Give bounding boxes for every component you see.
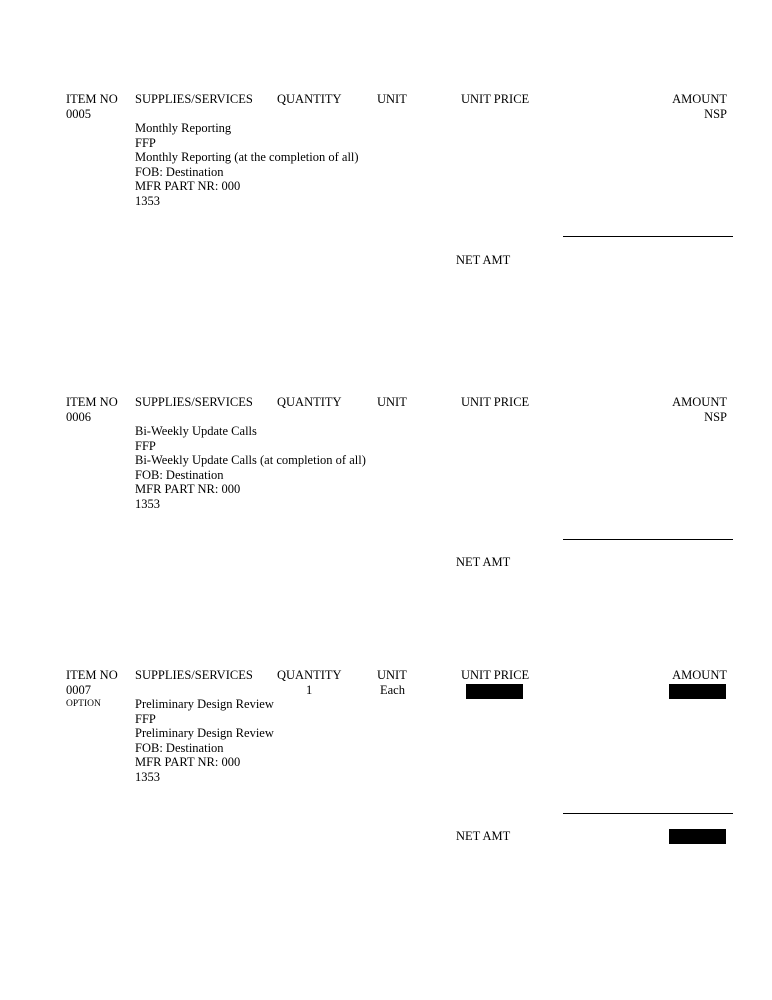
net-amt-label: NET AMT (456, 253, 511, 267)
header-unit: UNIT (377, 668, 407, 682)
header-unit: UNIT (377, 92, 407, 106)
description-line: 1353 (135, 193, 160, 208)
unit-value: Each (380, 682, 405, 697)
item-number: 0007 (66, 682, 91, 697)
description-line: 1353 (135, 769, 160, 784)
description-line: FOB: Destination (135, 740, 224, 755)
description-line: FOB: Destination (135, 164, 224, 179)
amount-value: NSP (704, 409, 727, 424)
line-item-0005 (0, 92, 772, 292)
header-amount: AMOUNT (672, 92, 727, 106)
description-line: FOB: Destination (135, 467, 224, 482)
total-divider (563, 539, 733, 540)
header-item-no: ITEM NO (66, 395, 118, 409)
line-item-0007 (0, 668, 772, 868)
net-amt-label: NET AMT (456, 829, 511, 843)
total-divider (563, 236, 733, 237)
line-item-0006 (0, 395, 772, 595)
description-line: Monthly Reporting (135, 121, 232, 135)
quantity-value: 1 (306, 682, 313, 697)
item-description (135, 424, 366, 511)
header-item-no: ITEM NO (66, 92, 118, 106)
header-unit-price: UNIT PRICE (461, 92, 530, 106)
header-quantity: QUANTITY (277, 395, 342, 409)
redacted-unit-price (466, 684, 523, 699)
description-line: MFR PART NR: 000 (135, 755, 241, 769)
item-number: 0005 (66, 106, 91, 121)
header-supplies-services: SUPPLIES/SERVICES (135, 668, 253, 682)
description-line: Bi-Weekly Update Calls (at completion of all) (135, 453, 366, 467)
header-unit-price: UNIT PRICE (461, 668, 530, 682)
description-line: 1353 (135, 496, 160, 511)
header-quantity: QUANTITY (277, 668, 342, 682)
description-line: MFR PART NR: 000 (135, 482, 241, 496)
item-number: 0006 (66, 409, 91, 424)
description-line: Bi-Weekly Update Calls (135, 424, 257, 438)
net-amt-label: NET AMT (456, 555, 511, 569)
description-line: Monthly Reporting (at the completion of all) (135, 150, 359, 164)
description-line: Preliminary Design Review (135, 697, 274, 711)
description-line: FFP (135, 438, 156, 453)
header-amount: AMOUNT (672, 395, 727, 409)
header-item-no: ITEM NO (66, 668, 118, 682)
header-supplies-services: SUPPLIES/SERVICES (135, 92, 253, 106)
item-description (135, 697, 274, 784)
option-tag: OPTION (66, 699, 101, 709)
header-unit-price: UNIT PRICE (461, 395, 530, 409)
redacted-amount (669, 684, 726, 699)
amount-value: NSP (704, 106, 727, 121)
item-description (135, 121, 359, 208)
description-line: FFP (135, 135, 156, 150)
total-divider (563, 813, 733, 814)
header-supplies-services: SUPPLIES/SERVICES (135, 395, 253, 409)
description-line: FFP (135, 711, 156, 726)
description-line: Preliminary Design Review (135, 726, 274, 740)
header-amount: AMOUNT (672, 668, 727, 682)
header-unit: UNIT (377, 395, 407, 409)
redacted-net-amount (669, 829, 726, 844)
header-quantity: QUANTITY (277, 92, 342, 106)
description-line: MFR PART NR: 000 (135, 179, 241, 193)
